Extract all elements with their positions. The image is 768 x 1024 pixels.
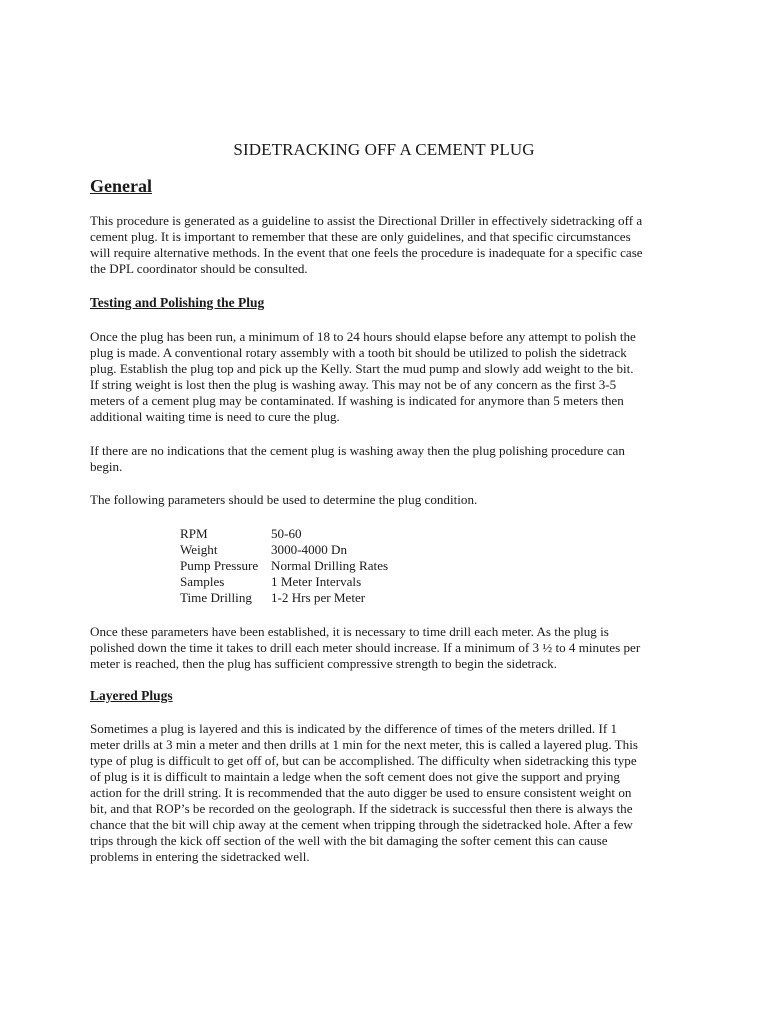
- parameter-value: 1 Meter Intervals: [271, 574, 362, 589]
- parameter-name: Pump Pressure: [180, 558, 259, 573]
- parameters-table: [180, 526, 388, 606]
- parameter-value: 1-2 Hrs per Meter: [271, 590, 366, 605]
- parameter-name: Weight: [180, 542, 218, 557]
- heading-testing-polishing: Testing and Polishing the Plug: [90, 295, 265, 310]
- paragraph-testing-3: The following parameters should be used to determine the plug condition.: [90, 492, 478, 507]
- parameter-value: 3000-4000 Dn: [271, 542, 348, 557]
- heading-general: General: [90, 176, 152, 196]
- paragraph-testing-1: Once the plug has been run, a minimum of 18 to 24 hours should elapse before any attempt to polish the plug is made. A conventional rotary assembly with a tooth bit should be utilized to polish the sidetrack plug. Establish the plug top and pick up the Kelly. Start the mud pump and slowly add weight to the bit. If string weight is lost then the plug is washing away. This may not be of any concern as the first 3-5 meters of a cement plug may be contaminated. If washing is indicated for anymore than 5 meters then additional waiting time is need to cure the plug.: [90, 329, 636, 424]
- parameter-name: RPM: [180, 526, 208, 541]
- parameter-value: Normal Drilling Rates: [271, 558, 389, 573]
- paragraph-testing-2: If there are no indications that the cement plug is washing away then the plug polishing procedure can begin.: [90, 443, 625, 474]
- parameter-row: [180, 574, 388, 590]
- parameter-row: [180, 526, 388, 542]
- parameter-name: Time Drilling: [180, 590, 252, 605]
- parameter-row: [180, 558, 388, 574]
- parameter-name: Samples: [180, 574, 225, 589]
- paragraph-testing-4: Once these parameters have been established, it is necessary to time drill each meter. As the plug is polished down the time it takes to drill each meter should increase. If a minimum of 3 ½ to 4 minutes per meter is reached, then the plug has sufficient compressive strength to begin the sidetrack.: [90, 624, 641, 671]
- document-title: SIDETRACKING OFF A CEMENT PLUG: [233, 140, 535, 159]
- parameter-row: [180, 590, 388, 606]
- paragraph-layered: Sometimes a plug is layered and this is indicated by the difference of times of the meters drilled. If 1 meter drills at 3 min a meter and then drills at 1 min for the next meter, this is called a layered plug. This type of plug is difficult to get off of, but can be accomplished. The difficulty when sidetracking this type of plug is it is difficult to maintain a ledge when the soft cement does not give the support and prying action for the drill string. It is recommended that the auto digger be used to ensure consistent weight on bit, and that ROP’s be recorded on the geolograph. If the sidetrack is successful then there is always the chance that the bit will chip away at the cement when tripping through the sidetracked hole. After a few trips through the kick off section of the well with the bit damaging the softer cement this can cause problems in entering the sidetracked well.: [90, 721, 638, 864]
- parameter-value: 50-60: [271, 526, 302, 541]
- parameter-row: [180, 542, 388, 558]
- heading-layered-plugs: Layered Plugs: [90, 688, 173, 703]
- paragraph-general: This procedure is generated as a guideline to assist the Directional Driller in effectively sidetracking off a cement plug. It is important to remember that these are only guidelines, and that specific circumstances will require alternative methods. In the event that one feels the procedure is inadequate for a specific case the DPL coordinator should be consulted.: [90, 213, 643, 276]
